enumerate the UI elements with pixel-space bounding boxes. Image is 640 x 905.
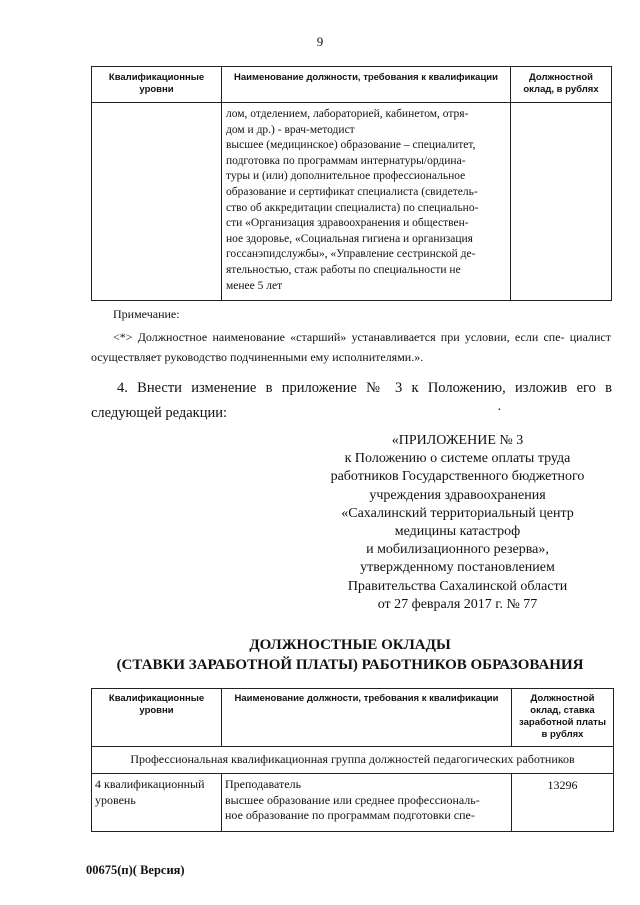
table-row	[92, 774, 614, 832]
appendix-line: Правительства Сахалинской области	[347, 578, 568, 594]
appendix-line: работников Государственного бюджетного	[330, 469, 585, 485]
header-salary: Должностной оклад, ставка заработной платы в рублях	[512, 689, 614, 747]
section-title-line-1: ДОЛЖНОСТНЫЕ ОКЛАДЫ	[249, 637, 451, 653]
text-line: госсанэпидслужбы», «Управление сестринской де-	[226, 248, 476, 261]
position-requirements-cell	[222, 103, 511, 301]
salary-cell: 13296	[512, 774, 614, 832]
section-title	[60, 635, 640, 675]
appendix-header	[290, 432, 625, 614]
header-qualification-levels: Квалификационные уровни	[92, 689, 222, 747]
group-row	[92, 747, 614, 774]
text-line: лом, отделением, лабораторией, кабинетом, отря-	[226, 108, 469, 120]
text-line: дом и др.) - врач-методист	[226, 123, 355, 136]
section-title-line-2: (СТАВКИ ЗАРАБОТНОЙ ПЛАТЫ) РАБОТНИКОВ ОБРАЗОВАНИЯ	[116, 657, 584, 673]
group-title: Профессиональная квалификационная группа должностей педагогических работников	[92, 747, 614, 774]
header-salary: Должностной оклад, в рублях	[511, 67, 612, 103]
position-line: ное образование по программам подготовки спе-	[225, 808, 475, 822]
position-cell	[222, 774, 512, 832]
paragraph-4: 4. Внести изменение в приложение № 3 к Положению, изложив его в следующей редакции:	[91, 380, 612, 421]
text-line: образование и сертификат специалиста (свидетель-	[226, 185, 478, 198]
header-position-requirements: Наименование должности, требования к квалификации	[222, 67, 511, 103]
table-row	[92, 103, 612, 301]
header-qualification-levels: Квалификационные уровни	[92, 67, 222, 103]
page-number: 9	[316, 34, 324, 49]
appendix-line: «Сахалинский территориальный центр	[341, 505, 574, 521]
position-line: Преподаватель	[225, 777, 302, 791]
footer-document-code: 00675(п)( Версия)	[86, 863, 185, 877]
note-line-2: циалист осуществляет руководство подчиненными ему исполнителями.».	[91, 330, 612, 364]
table-header-row	[92, 67, 612, 103]
stray-mark: ·	[497, 403, 502, 418]
appendix-line: утвержденному постановлением	[360, 560, 555, 576]
appendix-line: к Положению о системе оплаты труда	[344, 451, 571, 467]
appendix-line: учреждения здравоохранения	[369, 487, 546, 503]
text-line: подготовка по программам интернатуры/ордина-	[226, 154, 466, 167]
education-salaries-table	[91, 688, 614, 832]
position-line: высшее образование или среднее профессиональ-	[225, 792, 480, 807]
empty-level-cell	[92, 103, 222, 301]
note-line-1: <*> Должностное наименование «старший» устанавливается при условии, если спе-	[113, 330, 565, 344]
header-position-requirements: Наименование должности, требования к квалификации	[222, 689, 512, 747]
text-line: ятельностью, стаж работы по специальности не	[226, 263, 461, 276]
level-cell: 4 квалификационный уровень	[92, 774, 222, 832]
text-line: высшее (медицинское) образование – специалитет,	[226, 139, 476, 152]
appendix-line: медицины катастроф	[394, 524, 521, 540]
note-title: Примечание:	[113, 307, 180, 321]
text-line: ное здоровье, «Социальная гигиена и организация	[226, 232, 473, 245]
text-line: ство об аккредитации специалиста) по специально-	[226, 201, 479, 214]
text-line: менее 5 лет	[226, 279, 283, 292]
appendix-line: и мобилизационного резерва»,	[366, 542, 549, 558]
appendix-line: от 27 февраля 2017 г. № 77	[377, 596, 538, 612]
appendix-line: «ПРИЛОЖЕНИЕ № 3	[391, 433, 524, 448]
table-header-row	[92, 689, 614, 747]
qualification-table-continued	[91, 66, 612, 301]
text-line: туры и (или) дополнительное профессиональное	[226, 170, 466, 183]
empty-salary-cell	[511, 103, 612, 301]
text-line: сти «Организация здравоохранения и обществен-	[226, 217, 469, 230]
note-body	[91, 327, 611, 367]
